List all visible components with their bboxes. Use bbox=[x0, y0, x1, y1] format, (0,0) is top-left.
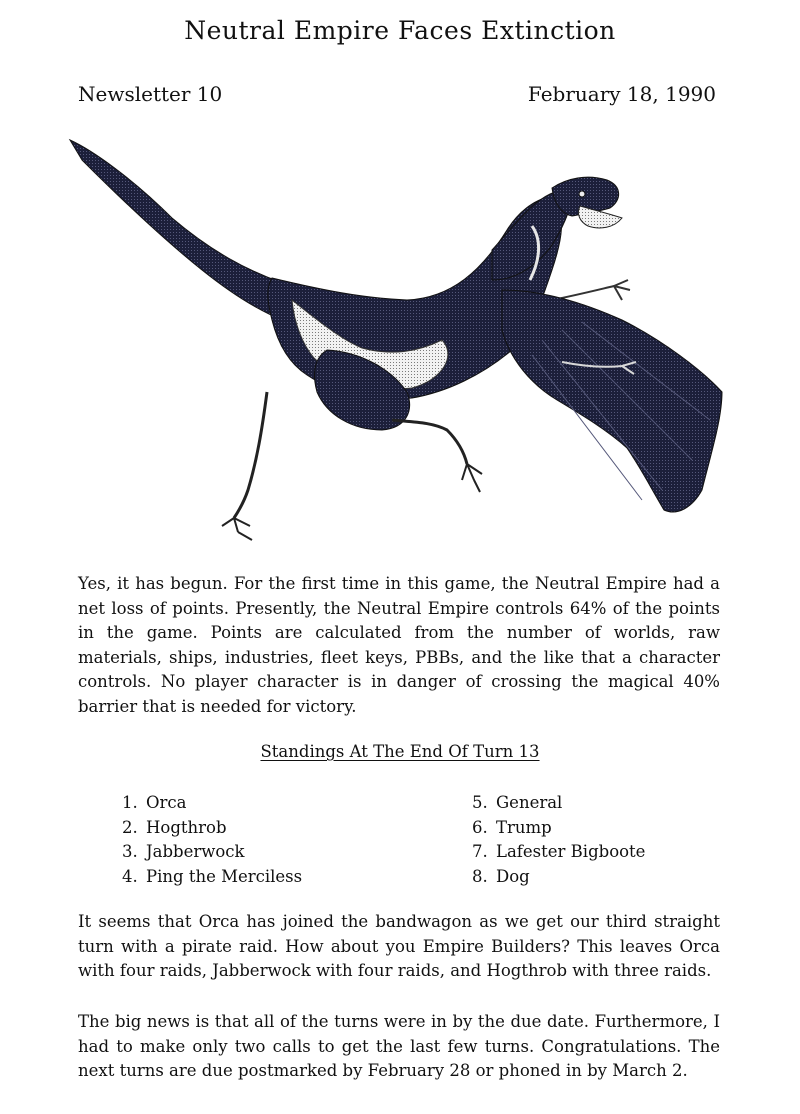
standing-row bbox=[472, 865, 645, 890]
raids-paragraph: It seems that Orca has joined the bandwagon as we get our third straight turn with a pirate raid. How about you Empire Builders? This leaves Orca with four raids, Jabberwock with four raids, and Hogthrob with three raids. bbox=[78, 912, 720, 981]
standing-name: General bbox=[496, 793, 563, 812]
standing-name: Trump bbox=[496, 817, 552, 837]
page-title: Neutral Empire Faces Extinction bbox=[184, 16, 616, 45]
news-paragraph: The big news is that all of the turns were in by the due date. Furthermore, I had to make only two calls to get the last few turns. Congratulations. The next turns are due postmarked by February 28 or phoned in by March 2. bbox=[78, 1012, 720, 1081]
standing-rank: 8. bbox=[472, 866, 488, 886]
raptor-illustration bbox=[62, 130, 732, 550]
far-leg bbox=[234, 392, 267, 518]
standing-name: Orca bbox=[146, 793, 187, 812]
standings-right-column bbox=[472, 791, 645, 889]
standing-name: Lafester Bigboote bbox=[496, 842, 646, 862]
newsletter-date: February 18, 1990 bbox=[527, 82, 716, 106]
newsletter-number: Newsletter 10 bbox=[78, 82, 223, 106]
arm-claws bbox=[552, 280, 630, 300]
wing-shape bbox=[502, 290, 722, 512]
standing-rank: 2. bbox=[122, 817, 138, 837]
standing-row bbox=[122, 816, 302, 841]
standing-row bbox=[472, 791, 645, 816]
intro-paragraph: Yes, it has begun. For the first time in this game, the Neutral Empire had a net loss of points. Presently, the Neutral Empire controls 64% of the points in the game. Points are calculated from the number of worlds, raw materials, ships, industries, fleet keys, PBBs, and the like that a character controls. No player character is in danger of crossing the magical 40% barrier that is needed for victory. bbox=[78, 574, 720, 716]
standing-rank: 4. bbox=[122, 866, 138, 886]
standings-left-column bbox=[122, 791, 302, 889]
standing-rank: 1. bbox=[122, 793, 138, 812]
standing-name: Hogthrob bbox=[146, 817, 227, 837]
standing-name: Dog bbox=[496, 866, 530, 886]
standing-rank: 6. bbox=[472, 817, 488, 837]
standing-name: Jabberwock bbox=[146, 842, 245, 862]
standings-title: Standings At The End Of Turn 13 bbox=[260, 742, 540, 761]
standing-rank: 7. bbox=[472, 842, 488, 862]
standing-rank: 5. bbox=[472, 793, 488, 812]
standing-row bbox=[472, 816, 645, 841]
near-leg bbox=[392, 420, 467, 464]
standing-rank: 3. bbox=[122, 842, 138, 862]
standing-row bbox=[122, 791, 302, 816]
standing-row bbox=[472, 840, 645, 865]
standing-row bbox=[122, 865, 302, 890]
standing-name: Ping the Merciless bbox=[146, 866, 303, 886]
standing-row bbox=[122, 840, 302, 865]
eye-shape bbox=[579, 191, 585, 197]
